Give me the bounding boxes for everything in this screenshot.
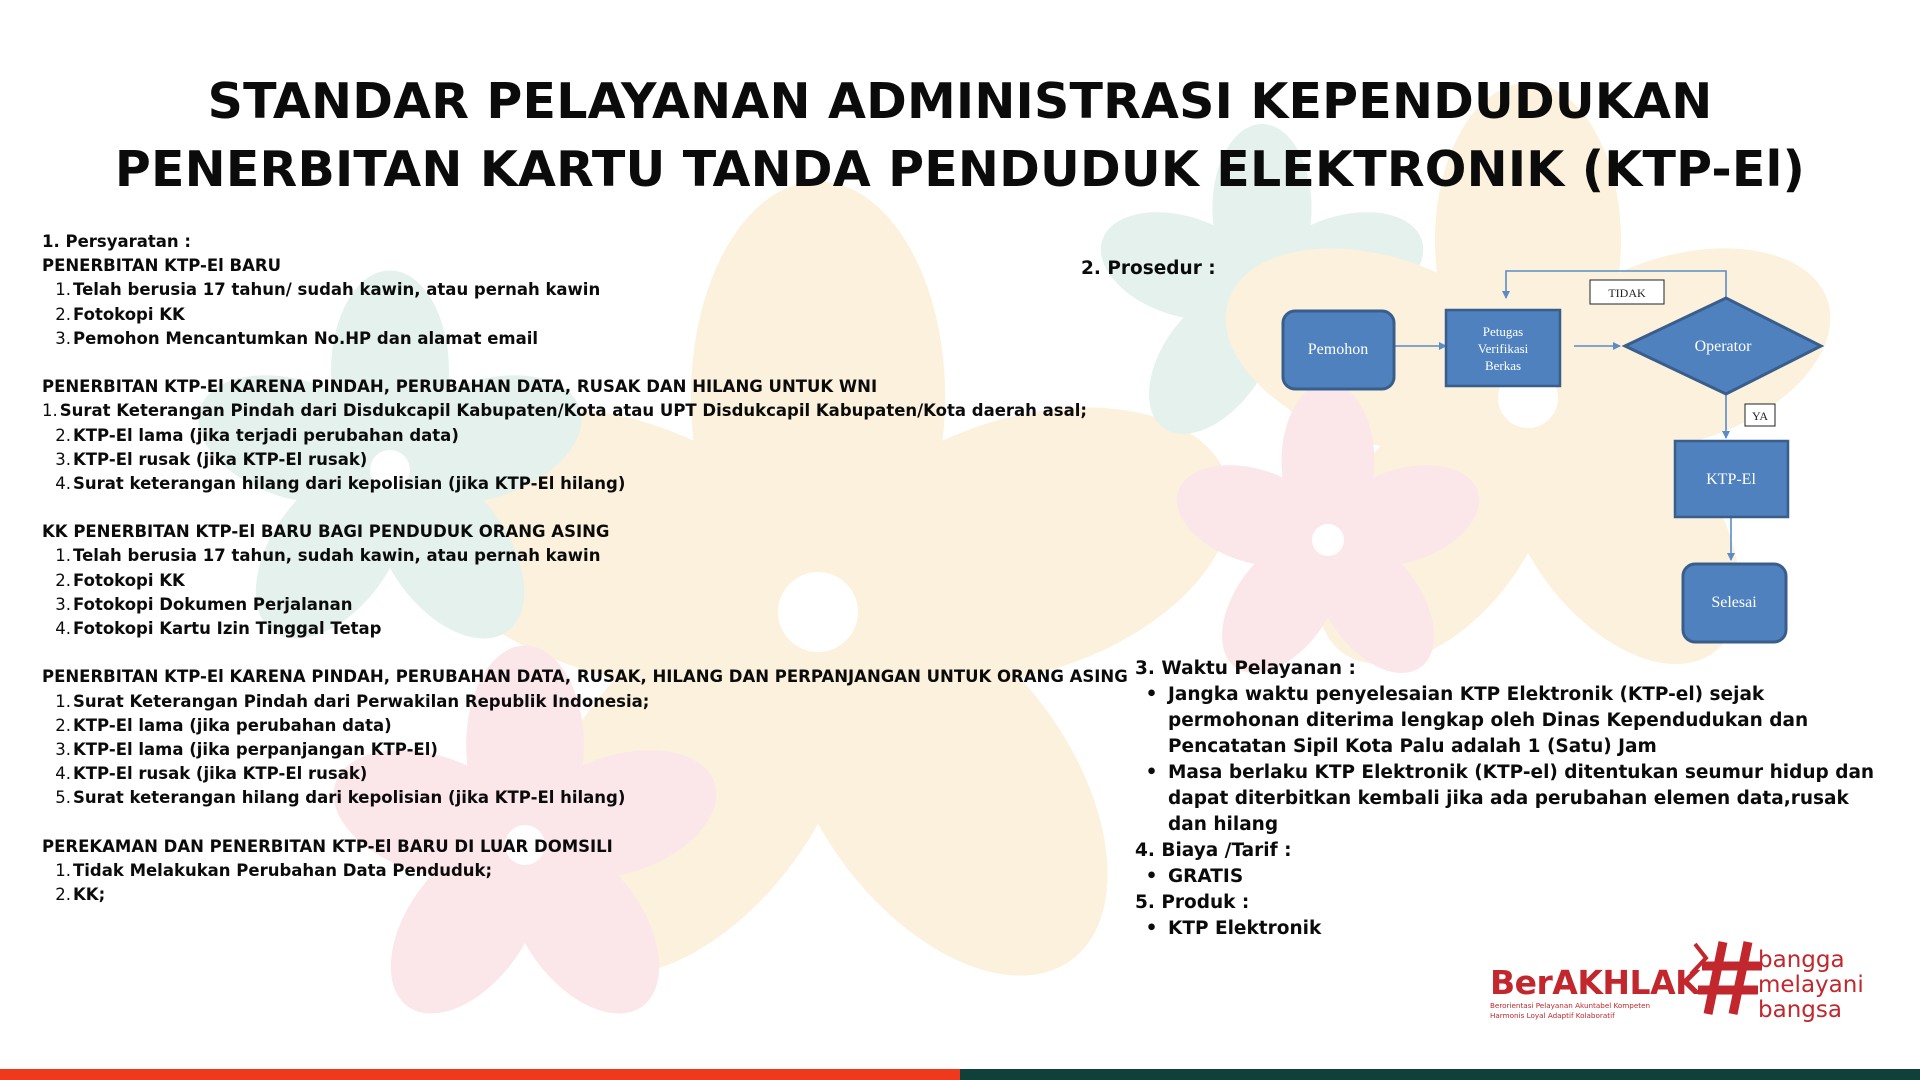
- list-item: 3. Fotokopi Dokumen Perjalanan: [55, 594, 353, 614]
- list-item: 1. Telah berusia 17 tahun, sudah kawin, atau pernah kawin: [55, 546, 601, 566]
- produk-heading: 5. Produk :: [1135, 892, 1250, 913]
- persyaratan-heading: 1. Persyaratan :: [42, 232, 192, 251]
- list-item: • KTP Elektronik: [1145, 918, 1322, 939]
- flow-label-ya: YA: [1751, 409, 1769, 423]
- flow-label-operator: Operator: [1694, 338, 1752, 355]
- flow-label-petugas-2: Verifikasi: [1477, 341, 1529, 356]
- list-item: 1. Surat Keterangan Pindah dari Perwakilan Republik Indonesia;: [55, 691, 650, 711]
- berakhlak-tagline-2: Harmonis Loyal Adaptif Kolaboratif: [1490, 1011, 1615, 1020]
- section-title: KK PENERBITAN KTP-El BARU BAGI PENDUDUK ORANG ASING: [42, 522, 610, 542]
- list-item: 4. Surat keterangan hilang dari kepolisian (jika KTP-El hilang): [55, 473, 626, 493]
- list-item: • Masa berlaku KTP Elektronik (KTP-el) ditentukan seumur hidup dan dapat diterbitkan kembali jika ada perubahan elemen data,rusak dan hilang: [1145, 762, 1875, 835]
- flow-label-pemohon: Pemohon: [1307, 341, 1369, 358]
- list-item: 2. Fotokopi KK: [55, 304, 185, 324]
- flow-label-ktp: KTP-El: [1706, 471, 1756, 488]
- section-title: PEREKAMAN DAN PENERBITAN KTP-El BARU DI LUAR DOMSILI: [42, 836, 613, 856]
- title-line-1: STANDAR PELAYANAN ADMINISTRASI KEPENDUDUKAN: [207, 73, 1713, 130]
- title-line-2: PENERBITAN KARTU TANDA PENDUDUK ELEKTRONIK (KTP-El): [114, 141, 1806, 198]
- berakhlak-tagline-1: Berorientasi Pelayanan Akuntabel Kompeten: [1490, 1001, 1651, 1010]
- list-item: 1. Surat Keterangan Pindah dari Disdukcapil Kabupaten/Kota atau UPT Disdukcapil Kabupaten/Kota daerah asal;: [42, 401, 1088, 421]
- list-item: 2. KTP-El lama (jika perubahan data): [55, 715, 392, 735]
- list-item: • Jangka waktu penyelesaian KTP Elektronik (KTP-el) sejak permohonan diterima lengkap oleh Dinas Kependudukan dan Pencatatan Sipil Kota Palu adalah 1 (Satu) Jam: [1145, 684, 1809, 757]
- prosedur-heading: 2. Prosedur :: [1081, 258, 1216, 279]
- flow-label-petugas-1: Petugas: [1482, 324, 1524, 339]
- list-item: 4. Fotokopi Kartu Izin Tinggal Tetap: [55, 619, 382, 638]
- list-item: 4. KTP-El rusak (jika KTP-El rusak): [55, 764, 368, 784]
- list-item: • GRATIS: [1145, 866, 1244, 887]
- section-title: PENERBITAN KTP-El BARU: [42, 256, 281, 276]
- list-item: 3. Pemohon Mencantumkan No.HP dan alamat email: [55, 328, 539, 348]
- hashtag-icon: [1698, 942, 1762, 1014]
- hash-word-1: bangga: [1758, 947, 1845, 973]
- hash-word-3: bangsa: [1758, 997, 1842, 1023]
- waktu-heading: 3. Waktu Pelayanan :: [1135, 658, 1356, 679]
- list-item: 2. KK;: [55, 885, 106, 905]
- flow-label-petugas-3: Berkas: [1484, 358, 1522, 373]
- flow-label-selesai: Selesai: [1711, 594, 1757, 611]
- list-item: 3. KTP-El rusak (jika KTP-El rusak): [55, 449, 368, 469]
- list-item: 2. KTP-El lama (jika terjadi perubahan data): [55, 425, 459, 445]
- berakhlak-logo: [1480, 938, 1890, 1028]
- list-item: 1. Telah berusia 17 tahun/ sudah kawin, atau pernah kawin: [55, 280, 601, 300]
- list-item: 2. Fotokopi KK: [55, 570, 185, 590]
- list-item: 1. Tidak Melakukan Perubahan Data Penduduk;: [55, 860, 493, 880]
- list-item: 5. Surat keterangan hilang dari kepolisian (jika KTP-El hilang): [55, 788, 626, 808]
- biaya-heading: 4. Biaya /Tarif :: [1135, 840, 1292, 861]
- flow-label-tidak: TIDAK: [1608, 286, 1646, 300]
- section-title: PENERBITAN KTP-El KARENA PINDAH, PERUBAHAN DATA, RUSAK, HILANG DAN PERPANJANGAN UNTUK ORANG ASING: [42, 667, 1128, 687]
- hash-word-2: melayani: [1758, 972, 1864, 998]
- berakhlak-wordmark: BerAKHLAK: [1490, 963, 1701, 1002]
- list-item: 3. KTP-El lama (jika perpanjangan KTP-El): [55, 739, 438, 759]
- section-title: PENERBITAN KTP-El KARENA PINDAH, PERUBAHAN DATA, RUSAK DAN HILANG UNTUK WNI: [42, 377, 878, 397]
